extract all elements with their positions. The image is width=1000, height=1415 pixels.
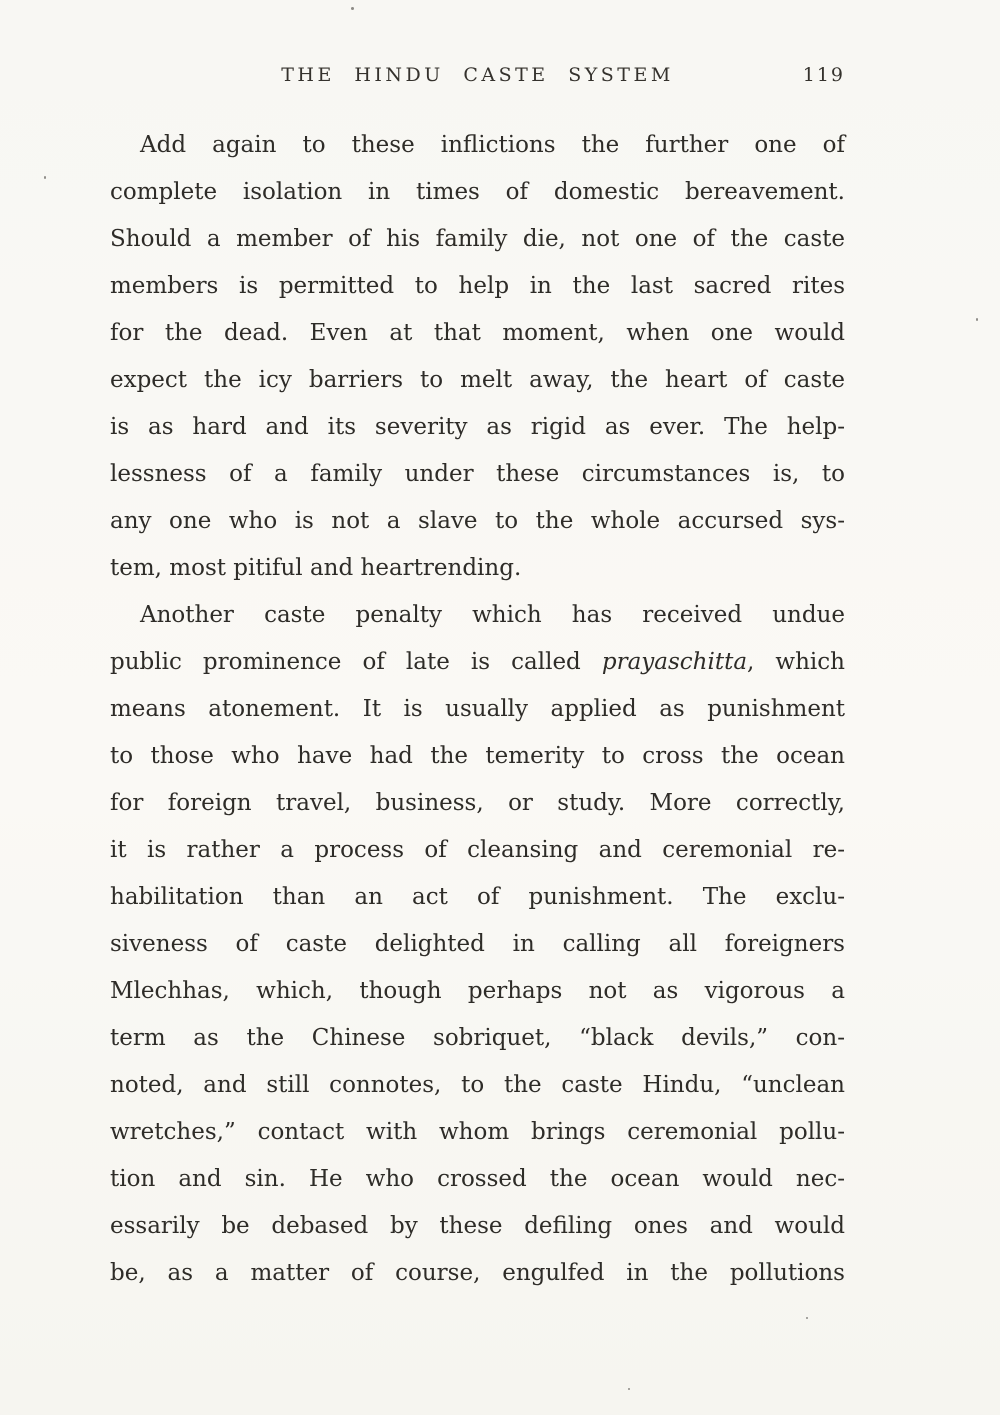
text-segment: public prominence of late is called [110, 649, 602, 675]
paragraph [110, 122, 845, 592]
text-line [110, 169, 845, 216]
text-line [110, 1062, 845, 1109]
text-segment: for foreign travel, business, or study. More correctly, [110, 790, 845, 816]
paragraph [110, 592, 845, 1297]
text-line [110, 1156, 845, 1203]
text-segment: essarily be debased by these defiling ones and would [110, 1213, 845, 1239]
scan-speck [806, 1317, 808, 1319]
text-segment: term as the Chinese sobriquet, “black devils,” con- [110, 1025, 845, 1051]
text-segment: noted, and still connotes, to the caste Hindu, “unclean [110, 1072, 845, 1098]
text-line [110, 968, 845, 1015]
text-line [110, 874, 845, 921]
page-header [110, 60, 845, 90]
text-segment: tem, most pitiful and heartrending. [110, 555, 522, 581]
text-segment: siveness of caste delighted in calling all foreigners [110, 931, 845, 957]
text-line [110, 263, 845, 310]
text-line [110, 451, 845, 498]
text-segment: Another caste penalty which has received undue [140, 602, 845, 628]
text-line [110, 827, 845, 874]
scan-speck [976, 318, 978, 321]
text-segment: Add again to these inflictions the further one of [140, 132, 845, 158]
text-line [110, 404, 845, 451]
text-line [110, 545, 845, 592]
text-segment: wretches,” contact with whom brings ceremonial pollu- [110, 1119, 845, 1145]
text-line [110, 921, 845, 968]
text-segment: expect the icy barriers to melt away, the heart of caste [110, 367, 845, 393]
text-segment: members is permitted to help in the last sacred rites [110, 273, 845, 299]
text-segment: Should a member of his family die, not one of the caste [110, 226, 845, 252]
text-segment: for the dead. Even at that moment, when one would [110, 320, 845, 346]
text-segment: lessness of a family under these circumstances is, to [110, 461, 845, 487]
text-line [110, 639, 845, 686]
text-segment: , which [747, 649, 845, 675]
text-line [110, 1109, 845, 1156]
scan-speck [44, 176, 46, 179]
scan-speck [351, 7, 354, 10]
text-line [110, 216, 845, 263]
page-number: 119 [802, 64, 845, 86]
text-line [110, 592, 845, 639]
text-line [110, 122, 845, 169]
text-segment: to those who have had the temerity to cross the ocean [110, 743, 845, 769]
text-line [110, 1250, 845, 1297]
text-line [110, 1203, 845, 1250]
scan-speck [628, 1388, 630, 1390]
text-line [110, 733, 845, 780]
text-segment: Mlechhas, which, though perhaps not as vigorous a [110, 978, 845, 1004]
text-line [110, 498, 845, 545]
text-segment: be, as a matter of course, engulfed in the pollutions [110, 1260, 845, 1286]
text-line [110, 686, 845, 733]
text-segment: means atonement. It is usually applied as punishment [110, 696, 845, 722]
text-segment: it is rather a process of cleansing and ceremonial re- [110, 837, 845, 863]
running-title: THE HINDU CASTE SYSTEM [281, 64, 674, 86]
text-segment: any one who is not a slave to the whole accursed sys- [110, 508, 845, 534]
text-segment: is as hard and its severity as rigid as ever. The help- [110, 414, 845, 440]
text-line [110, 1015, 845, 1062]
text-line [110, 357, 845, 404]
text-line [110, 780, 845, 827]
text-line [110, 310, 845, 357]
text-segment: tion and sin. He who crossed the ocean would nec- [110, 1166, 845, 1192]
text-block [110, 122, 845, 1297]
text-segment: complete isolation in times of domestic bereavement. [110, 179, 845, 205]
italic-term: prayaschitta [601, 649, 748, 675]
text-segment: habilitation than an act of punishment. The exclu- [110, 884, 845, 910]
